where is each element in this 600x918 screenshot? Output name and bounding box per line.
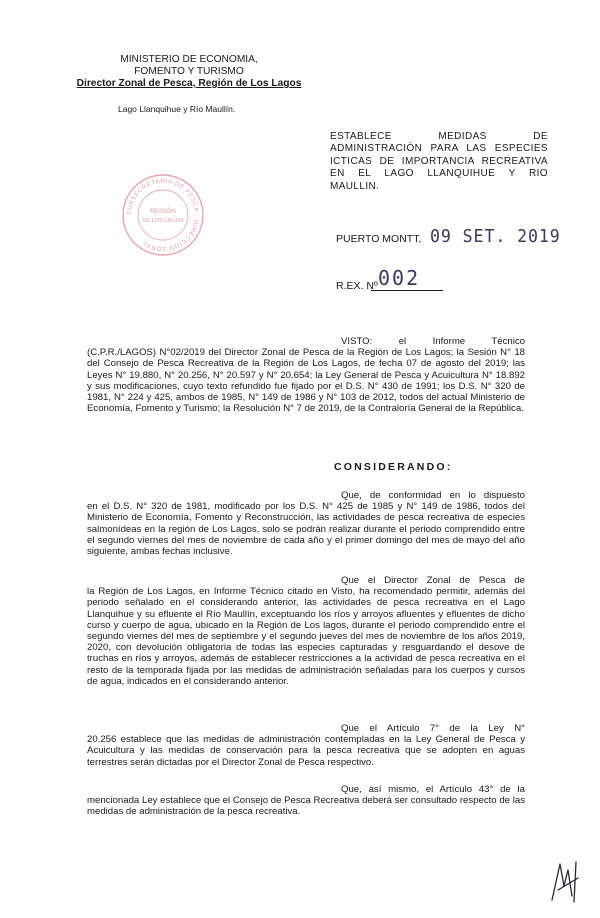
paragraph-lead: Que el Artículo 7° de la Ley N° <box>341 723 525 734</box>
paragraph-body: 20.256 establece que las medidas de administración contempladas en la Ley General de Pesca y Acuicultura y las medidas de conservación para la pesca recreativa que se adopten en aguas terrestres serán dictadas por el Director Zonal de Pesca respectivo. <box>87 734 525 768</box>
visto-lead: VISTO: el Informe Técnico <box>341 336 525 347</box>
official-seal <box>120 172 206 258</box>
paragraph-body: mencionada Ley establece que el Consejo de Pesca Recreativa deberá ser consultado respecto de las medidas de administración de la pesca recreativa. <box>87 795 525 818</box>
paragraph-lead: Que el Director Zonal de Pesca de <box>341 575 525 586</box>
ministry-name-cont: FOMENTO Y TURISMO <box>134 66 244 77</box>
paragraph-lead: Que, de conformidad en lo dispuesto <box>341 490 525 501</box>
considerando-paragraph-4 <box>87 784 525 818</box>
considerando-paragraph-3 <box>87 723 525 768</box>
letterhead <box>64 54 314 90</box>
considerando-heading: CONSIDERANDO: <box>334 461 453 473</box>
paragraph-body: la Región de Los Lagos, en Informe Técnico citado en Visto, ha recomendado permitir, además del periodo señalado en el considerando anterior, las actividades de pesca recreativa en el Lago Llanquihue y su efluente el Río Maullín, exceptuando los ríos y arroyos afluentes y efluentes de dicho curso y cuerpo de agua, ubicado en la Región de Los lagos, durante el periodo comprendido entre el segundo viernes del mes de septiembre y el segundo jueves del mes de noviembre de los años 2019, 2020, con devolución obligatoria de todas las especies capturadas y resguardando el desove de truchas en ríos y arroyos, además de establecer restricciones a la actividad de pesca recreativa en el resto de la temporada fijada por las medidas de administración señaladas para los cuerpos y cursos de agua, indicados en el considerando anterior. <box>87 586 525 687</box>
place-label: PUERTO MONTT, <box>336 233 422 245</box>
ministry-name: MINISTERIO DE ECONOMIA, <box>120 54 258 65</box>
considerando-paragraph-1 <box>87 490 525 557</box>
rex-number: 002 <box>378 266 421 290</box>
paragraph-lead: Que, así mismo, el Artículo 43° de la <box>341 784 525 795</box>
considerando-paragraph-2 <box>87 575 525 687</box>
rex-label: R.EX. Nº <box>336 280 378 292</box>
paragraph-body: en el D.S. N° 320 de 1981, modificado por los D.S. N° 425 de 1985 y N° 149 de 1986, todos del Ministerio de Economía, Fomento y Reconstrucción, las actividades de pesca recreativa de especies salmonídeas en la región de Los Lagos, solo se podrán realizar durante el periodo comprendido entre el segundo viernes del mes de noviembre de cada año y el primer domingo del mes de mayo del año siguiente, ambas fechas inclusive. <box>87 501 525 558</box>
office-subtitle: Lago Llanquihue y Río Maullín. <box>118 104 236 114</box>
initials-signature <box>546 856 586 906</box>
visto-body: (C.P.R./LAGOS) N°02/2019 del Director Zonal de Pesca de la Región de Los Lagos; la Sesión N° 18 del Consejo de Pesca Recreativa de la Región de Los Lagos, de fecha 07 de agosto del 2019; las Leyes N° 19.880, N° 20.256, N° 20.597 y N° 20.654; la Ley General de Pesca y Acuicultura N° 18.892 y sus modificaciones, cuyo texto refundido fue fijado por el D.S. N° 430 de 1991; los D.S. N° 320 de 1981, N° 224 y 425, ambos de 1985, N° 149 de 1986 y N° 103 de 2012, todos del actual Ministerio de Economía, Fomento y Turismo; la Resolución N° 7 de 2019, de la Contraloría General de la República. <box>87 347 525 415</box>
date-stamp: 09 SET. 2019 <box>430 226 561 247</box>
svg-text:SUBSECRETARIA DE PESCA · DIREC <box>126 178 200 252</box>
seal-center-line2: DE LOS LAGOS <box>142 218 184 224</box>
seal-center-line1: REGIÓN <box>150 208 176 215</box>
resolution-subject: ESTABLECE MEDIDAS DE ADMINISTRACIÓN PARA LAS ESPECIES ICTICAS DE IMPORTANCIA RECREATIVA EN EL LAGO LLANQUIHUE Y RIO MAULLIN. <box>330 131 548 192</box>
office-name: Director Zonal de Pesca, Región de Los Lagos <box>76 78 302 89</box>
seal-ring-text: SUBSECRETARIA DE PESCA · DIRECCION ZONAL <box>125 177 201 253</box>
visto-section <box>87 336 525 414</box>
rex-underline <box>371 290 443 291</box>
